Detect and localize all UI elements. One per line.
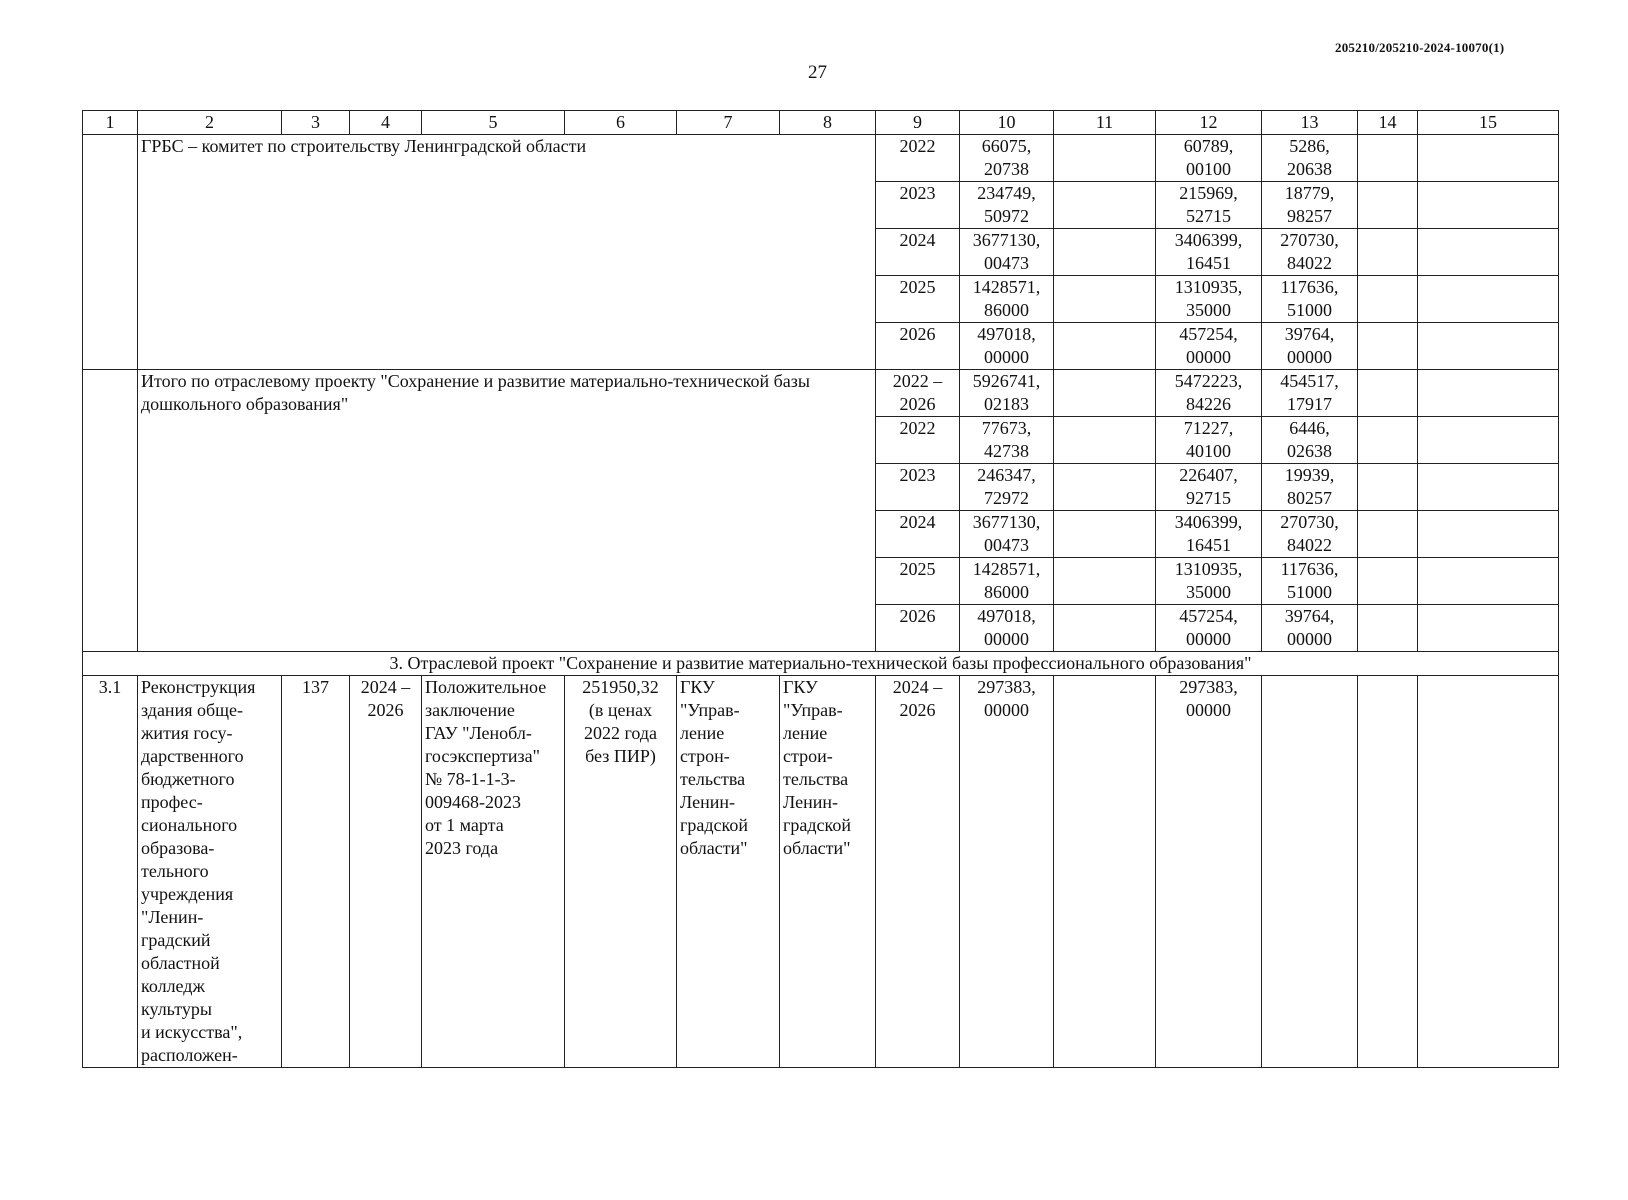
empty-cell [1358,417,1418,464]
object-name-line: расположен- [141,1045,238,1065]
regional-amount [1156,558,1262,605]
local-amount-line: 00000 [1287,347,1332,367]
regional-amount-line: 35000 [1186,300,1231,320]
regional-amount-line: 3406399, [1174,230,1243,250]
empty-cell [1418,229,1559,276]
table-row [83,135,1559,182]
local-amount [1262,370,1358,417]
total-amount [960,464,1054,511]
local-amount [1262,464,1358,511]
year-cell: 2024 [876,229,960,276]
total-amount [960,558,1054,605]
total-amount-line: 246347, [977,465,1036,485]
column-number: 10 [960,111,1054,135]
local-amount-line: 20638 [1287,159,1332,179]
object-name-line: учреждения [141,884,234,904]
expertise-cell-line: 009468-2023 [425,792,521,812]
empty-cell [1054,182,1156,229]
empty-cell [1054,676,1156,1068]
regional-amount-line: 00100 [1186,159,1231,179]
local-amount-line: 02638 [1287,441,1332,461]
total-amount [960,370,1054,417]
section-title: 3. Отраслевой проект "Сохранение и развитие материально-технической базы профессионального образования" [83,652,1559,676]
empty-cell [1418,276,1559,323]
total-amount-line: 5926741, [972,371,1041,391]
object-name-line: дарственного [141,746,244,766]
total-amount-line: 497018, [977,324,1036,344]
year-cell [876,605,960,652]
regional-amount-line: 00000 [1186,629,1231,649]
column-number: 2 [138,111,282,135]
year-cell-line: 2022 – [892,371,943,391]
grbs-label: ГРБС – комитет по строительству Ленинградской области [138,135,876,370]
empty-cell [1054,605,1156,652]
object-name-line: колледж [141,976,205,996]
local-amount-line: 51000 [1287,300,1332,320]
empty-cell [1358,229,1418,276]
object-name-line: и искусства", [141,1022,243,1042]
empty-cell [1418,558,1559,605]
cost-cell [565,676,677,1068]
object-name-line: "Ленин- [141,907,204,927]
total-amount-line: 02183 [984,394,1029,414]
regional-amount-line: 226407, [1179,465,1238,485]
expertise-cell-line: 2023 года [425,838,499,858]
regional-amount [1156,417,1262,464]
year-cell-line: 2024 [899,512,936,532]
total-amount-line: 00000 [984,700,1029,720]
project-row [83,676,1559,1068]
local-amount [1262,417,1358,464]
cost-cell-line: 2022 года [583,723,658,743]
total-amount-line: 497018, [977,606,1036,626]
object-name [138,676,282,1068]
row-number-cell [83,135,138,370]
regional-amount-line: 00000 [1186,700,1231,720]
local-amount-line: 51000 [1287,582,1332,602]
empty-cell [1054,135,1156,182]
column-number: 9 [876,111,960,135]
expertise-cell-line: № 78-1-1-3- [425,769,516,789]
column-number: 5 [422,111,565,135]
regional-amount-line: 84226 [1186,394,1231,414]
total-amount-line: 20738 [984,159,1029,179]
total-amount [960,417,1054,464]
regional-amount [1156,135,1262,182]
total-amount-line: 00473 [984,253,1029,273]
column-number: 13 [1262,111,1358,135]
regional-amount [1156,676,1262,1068]
total-amount-line: 00000 [984,347,1029,367]
local-amount-line: 80257 [1287,488,1332,508]
budget-table [82,110,1559,1068]
total-amount-line: 1428571, [972,559,1041,579]
total-amount-line: 00000 [984,629,1029,649]
local-amount-line: 454517, [1280,371,1339,391]
regional-amount-line: 00000 [1186,347,1231,367]
year-cell [876,511,960,558]
regional-amount-line: 60789, [1183,136,1234,156]
regional-amount-line: 215969, [1179,183,1238,203]
period-cell-line: 2024 – [360,677,411,697]
empty-cell [1054,558,1156,605]
row-number-cell [83,370,138,652]
empty-cell [1358,135,1418,182]
empty-cell [1358,182,1418,229]
total-amount-line: 234749, [977,183,1036,203]
local-amount-line: 19939, [1284,465,1335,485]
empty-cell [1262,676,1358,1068]
local-amount-line: 270730, [1280,512,1339,532]
regional-amount [1156,464,1262,511]
developer-cell-line: ление [783,723,828,743]
regional-amount-line: 92715 [1186,488,1231,508]
customer-cell-line: "Управ- [680,700,740,720]
local-amount [1262,135,1358,182]
object-name-line: градский [141,930,211,950]
total-amount-line: 42738 [984,441,1029,461]
local-amount [1262,511,1358,558]
local-amount-line: 84022 [1287,535,1332,555]
empty-cell [1418,370,1559,417]
local-amount [1262,605,1358,652]
regional-amount [1156,511,1262,558]
regional-amount-line: 1310935, [1174,277,1243,297]
object-name-line: бюджетного [141,769,235,789]
empty-cell [1418,511,1559,558]
customer-cell [677,676,780,1068]
total-amount-line: 72972 [984,488,1029,508]
cost-cell-line: 251950,32 [582,677,659,697]
column-number: 3 [282,111,350,135]
empty-cell [1418,464,1559,511]
year-cell [876,417,960,464]
object-name-line: здания обще- [141,700,243,720]
regional-amount-line: 40100 [1186,441,1231,461]
total-amount [960,323,1054,370]
period-cell [350,676,422,1068]
empty-cell [1358,605,1418,652]
period-cell-line: 2026 [367,700,404,720]
local-amount-line: 98257 [1287,206,1332,226]
empty-cell [1358,464,1418,511]
total-amount-line: 3677130, [972,512,1041,532]
local-amount-line: 39764, [1284,606,1335,626]
regional-amount-line: 457254, [1179,324,1238,344]
object-name-line: профес- [141,792,203,812]
local-amount [1262,182,1358,229]
total-amount [960,605,1054,652]
regional-amount-line: 1310935, [1174,559,1243,579]
column-number: 6 [565,111,677,135]
year-cell [876,558,960,605]
column-number: 15 [1418,111,1559,135]
empty-cell [1054,370,1156,417]
total-amount [960,511,1054,558]
developer-cell-line: градской [783,815,851,835]
year-cell: 2023 [876,182,960,229]
regional-amount [1156,182,1262,229]
object-name-line: тельного [141,861,209,881]
empty-cell [1358,370,1418,417]
year-cell [876,676,960,1068]
empty-cell [1358,276,1418,323]
empty-cell [1418,417,1559,464]
empty-cell [1358,676,1418,1068]
regional-amount [1156,370,1262,417]
regional-amount-line: 3406399, [1174,512,1243,532]
year-cell-line: 2024 – [892,677,943,697]
year-cell [876,370,960,417]
local-amount-line: 18779, [1284,183,1335,203]
year-cell [876,464,960,511]
regional-amount-line: 35000 [1186,582,1231,602]
section-row [83,652,1559,676]
local-amount-line: 117636, [1280,559,1339,579]
year-cell: 2026 [876,323,960,370]
local-amount [1262,276,1358,323]
customer-cell-line: ление [680,723,725,743]
column-number: 12 [1156,111,1262,135]
expertise-cell-line: ГАУ "Ленобл- [425,723,532,743]
developer-cell-line: Ленин- [783,792,838,812]
object-name-line: Реконструкция [141,677,256,697]
local-amount-line: 00000 [1287,629,1332,649]
page-number: 27 [808,62,827,83]
empty-cell [1418,676,1559,1068]
object-name-line: культуры [141,999,212,1019]
total-amount-line: 3677130, [972,230,1041,250]
empty-cell [1358,323,1418,370]
developer-cell [780,676,876,1068]
column-number: 4 [350,111,422,135]
total-amount [960,135,1054,182]
local-amount-line: 117636, [1280,277,1339,297]
column-number: 1 [83,111,138,135]
total-label: Итого по отраслевому проекту "Сохранение и развитие материально-технической базы дошкольного образования" [138,370,876,652]
object-name-line: областной [141,953,220,973]
total-amount-line: 77673, [981,418,1032,438]
empty-cell [1054,323,1156,370]
empty-cell [1054,464,1156,511]
regional-amount-line: 52715 [1186,206,1231,226]
total-amount-line: 1428571, [972,277,1041,297]
total-amount-line: 66075, [981,136,1032,156]
regional-amount-line: 16451 [1186,253,1231,273]
local-amount [1262,558,1358,605]
regional-amount-line: 297383, [1179,677,1238,697]
table-row [83,370,1559,417]
column-number: 7 [677,111,780,135]
customer-cell-line: области" [680,838,748,858]
customer-cell-line: тельства [680,769,746,789]
empty-cell [1418,182,1559,229]
local-amount-line: 5286, [1289,136,1330,156]
object-name-line: сионального [141,815,238,835]
empty-cell [1418,605,1559,652]
column-number: 11 [1054,111,1156,135]
empty-cell [1054,229,1156,276]
capacity-cell: 137 [282,676,350,1068]
total-amount-line: 86000 [984,300,1029,320]
year-cell-line: 2026 [899,700,936,720]
developer-cell-line: ГКУ [783,677,818,697]
regional-amount [1156,229,1262,276]
total-amount [960,676,1054,1068]
regional-amount-line: 16451 [1186,535,1231,555]
document-id: 205210/205210-2024-10070(1) [1335,40,1505,55]
total-amount [960,182,1054,229]
local-amount-line: 17917 [1287,394,1332,414]
total-amount-line: 297383, [977,677,1036,697]
regional-amount [1156,276,1262,323]
expertise-cell-line: от 1 марта [425,815,504,835]
year-cell-line: 2025 [899,559,936,579]
regional-amount-line: 457254, [1179,606,1238,626]
developer-cell-line: "Управ- [783,700,843,720]
local-amount-line: 84022 [1287,253,1332,273]
year-cell-line: 2026 [899,606,936,626]
empty-cell [1358,511,1418,558]
total-amount-line: 50972 [984,206,1029,226]
customer-cell-line: строн- [680,746,730,766]
year-cell-line: 2022 [899,418,936,438]
year-cell-line: 2023 [899,465,936,485]
empty-cell [1054,511,1156,558]
empty-cell [1418,135,1559,182]
cost-cell-line: без ПИР) [585,746,656,766]
expertise-cell-line: Положительное [425,677,547,697]
object-name-line: образова- [141,838,215,858]
local-amount-line: 270730, [1280,230,1339,250]
column-number: 14 [1358,111,1418,135]
total-amount-line: 00473 [984,535,1029,555]
expertise-cell-line: заключение [425,700,515,720]
customer-cell-line: ГКУ [680,677,715,697]
regional-amount [1156,323,1262,370]
empty-cell [1418,323,1559,370]
empty-cell [1054,276,1156,323]
object-name-line: жития госу- [141,723,233,743]
total-amount-line: 86000 [984,582,1029,602]
cost-cell-line: (в ценах [588,700,653,720]
developer-cell-line: тельства [783,769,849,789]
empty-cell [1054,417,1156,464]
local-amount-line: 6446, [1289,418,1330,438]
total-amount [960,276,1054,323]
developer-cell-line: области" [783,838,851,858]
local-amount-line: 39764, [1284,324,1335,344]
item-number: 3.1 [83,676,138,1068]
regional-amount-line: 5472223, [1174,371,1243,391]
local-amount [1262,229,1358,276]
year-cell: 2022 [876,135,960,182]
customer-cell-line: градской [680,815,748,835]
expertise-cell-line: госэкспертиза" [425,746,540,766]
local-amount [1262,323,1358,370]
customer-cell-line: Ленин- [680,792,735,812]
column-number: 8 [780,111,876,135]
expertise-cell [422,676,565,1068]
empty-cell [1358,558,1418,605]
regional-amount-line: 71227, [1183,418,1234,438]
year-cell: 2025 [876,276,960,323]
regional-amount [1156,605,1262,652]
developer-cell-line: строи- [783,746,833,766]
year-cell-line: 2026 [899,394,936,414]
column-number-row [83,111,1559,135]
total-amount [960,229,1054,276]
